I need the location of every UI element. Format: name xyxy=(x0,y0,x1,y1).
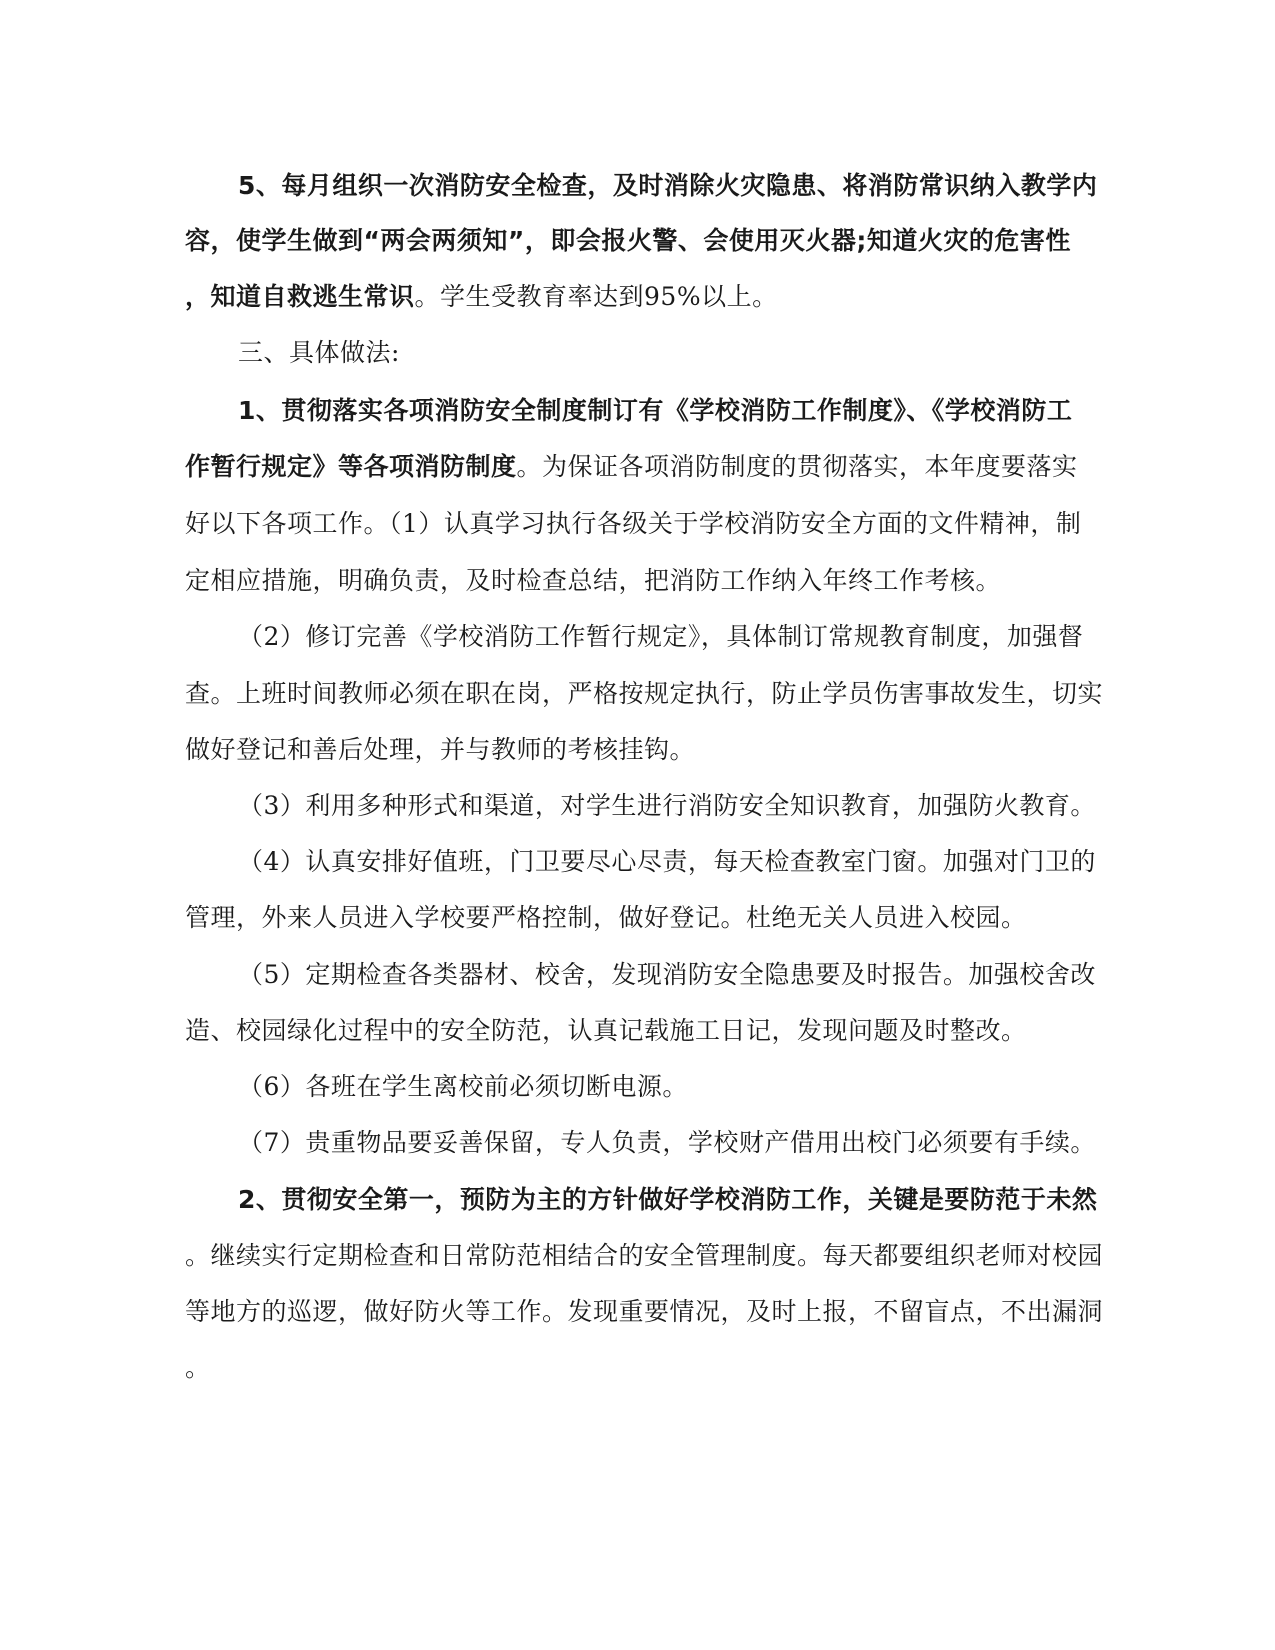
item-2-line-3: 做好登记和善后处理，并与教师的考核挂钩。 xyxy=(185,735,696,764)
item-4-line-1: （4）认真安排好值班，门卫要尽心尽责，每天检查教室门窗。加强对门卫的 xyxy=(238,847,1096,876)
item-5-line-2: 造、校园绿化过程中的安全防范，认真记载施工日记，发现问题及时整改。 xyxy=(185,1016,1027,1045)
paragraph-5-line-3-bold: ，知道自救逃生常识 xyxy=(185,282,415,311)
item-4-line-2: 管理，外来人员进入学校要严格控制，做好登记。杜绝无关人员进入校园。 xyxy=(185,903,1027,932)
paragraph-1-line-3: 好以下各项工作。（1）认真学习执行各级关于学校消防安全方面的文件精神，制 xyxy=(185,509,1082,538)
paragraph-5-line-1: 5、每月组织一次消防安全检查，及时消除火灾隐患、将消防常识纳入教学内 xyxy=(238,171,1098,200)
paragraph-2-line-2: 。继续实行定期检查和日常防范相结合的安全管理制度。每天都要组织老师对校园 xyxy=(185,1241,1104,1270)
item-3-line-1: （3）利用多种形式和渠道，对学生进行消防安全知识教育，加强防火教育。 xyxy=(238,791,1096,820)
item-6-line-1: （6）各班在学生离校前必须切断电源。 xyxy=(238,1072,688,1101)
paragraph-1-line-2-normal: 。为保证各项消防制度的贯彻落实，本年度要落实 xyxy=(516,452,1078,481)
paragraph-1-line-2 xyxy=(185,451,1078,483)
item-2-line-1: （2）修订完善《学校消防工作暂行规定》，具体制订常规教育制度，加强督 xyxy=(238,622,1084,651)
paragraph-5-line-2: 容，使学生做到“两会两须知”，即会报火警、会使用灭火器;知道火灾的危害性 xyxy=(185,226,1071,255)
section-heading: 三、具体做法: xyxy=(238,338,400,367)
paragraph-2-line-3: 等地方的巡逻，做好防火等工作。发现重要情况，及时上报，不留盲点，不出漏洞 xyxy=(185,1297,1104,1326)
paragraph-1-line-4: 定相应措施，明确负责，及时检查总结，把消防工作纳入年终工作考核。 xyxy=(185,566,1002,595)
item-5-line-1: （5）定期检查各类器材、校舍，发现消防安全隐患要及时报告。加强校舍改 xyxy=(238,960,1096,989)
item-7-line-1: （7）贵重物品要妥善保留，专人负责，学校财产借用出校门必须要有手续。 xyxy=(238,1128,1096,1157)
paragraph-2-line-1: 2、贯彻安全第一，预防为主的方针做好学校消防工作，关键是要防范于未然 xyxy=(238,1185,1098,1214)
paragraph-5-line-3 xyxy=(185,281,778,313)
paragraph-5-line-3-normal: 。学生受教育率达到95%以上。 xyxy=(414,282,778,311)
paragraph-1-line-2-bold: 作暂行规定》等各项消防制度 xyxy=(185,452,517,481)
item-2-line-2: 查。上班时间教师必须在职在岗，严格按规定执行，防止学员伤害事故发生，切实 xyxy=(185,679,1104,708)
paragraph-1-line-1: 1、贯彻落实各项消防安全制度制订有《学校消防工作制度》、《学校消防工 xyxy=(238,396,1073,425)
paragraph-2-line-4: 。 xyxy=(185,1353,211,1382)
